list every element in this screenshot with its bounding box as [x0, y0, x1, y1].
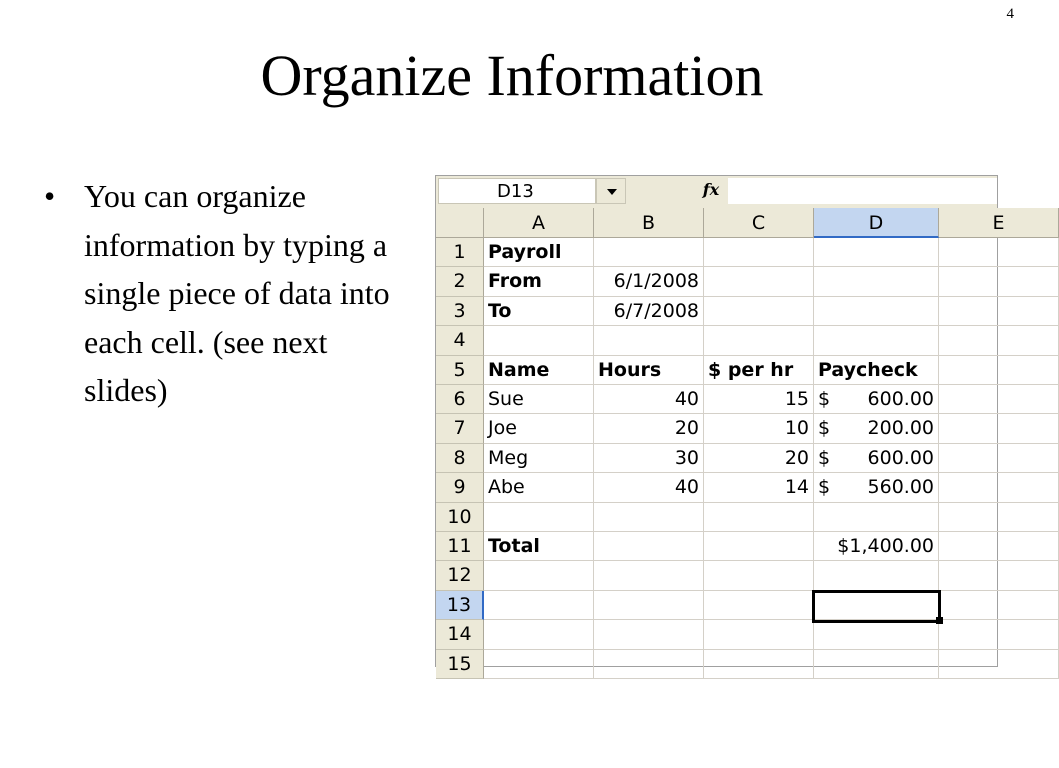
row-header[interactable]: 8 — [436, 444, 484, 473]
cell-a13[interactable] — [484, 591, 594, 620]
sheet-row — [436, 297, 1056, 326]
cell-d2[interactable] — [814, 267, 939, 296]
slide-number: 4 — [1006, 6, 1014, 22]
cell-a6[interactable]: Sue — [484, 385, 594, 414]
cell-a4[interactable] — [484, 326, 594, 355]
row-header[interactable]: 6 — [436, 385, 484, 414]
name-box-value: D13 — [497, 181, 534, 202]
bullet-text: You can organize information by typing a single piece of data into each cell. (see next slides) — [84, 178, 390, 409]
cell-c11[interactable] — [704, 532, 814, 561]
fill-handle[interactable] — [936, 617, 943, 624]
sheet-row — [436, 326, 1056, 355]
sheet-row — [436, 650, 1056, 679]
cell-e10[interactable] — [939, 503, 1059, 532]
row-header[interactable]: 4 — [436, 326, 484, 355]
cell-e15[interactable] — [939, 650, 1059, 679]
cell-c7[interactable]: 10 — [704, 414, 814, 443]
cell-e9[interactable] — [939, 473, 1059, 502]
cell-value: 560.00 — [867, 476, 934, 499]
cell-a12[interactable] — [484, 561, 594, 590]
name-box[interactable] — [438, 178, 596, 204]
cell-b6[interactable]: 40 — [594, 385, 704, 414]
sheet-row — [436, 591, 1056, 620]
cell-a7[interactable]: Joe — [484, 414, 594, 443]
cell-b9[interactable]: 40 — [594, 473, 704, 502]
cell-b2[interactable]: 6/1/2008 — [594, 267, 704, 296]
cell-c12[interactable] — [704, 561, 814, 590]
cell-d15[interactable] — [814, 650, 939, 679]
cell-c5[interactable]: $ per hr — [704, 356, 814, 385]
cell-e12[interactable] — [939, 561, 1059, 590]
cell-b11[interactable] — [594, 532, 704, 561]
cell-c14[interactable] — [704, 620, 814, 649]
spreadsheet — [435, 175, 1005, 675]
cell-d6[interactable] — [814, 385, 939, 414]
cell-e14[interactable] — [939, 620, 1059, 649]
cell-b3[interactable]: 6/7/2008 — [594, 297, 704, 326]
cell-value: 600.00 — [867, 446, 934, 469]
column-header-b[interactable]: B — [594, 208, 704, 238]
cell-d14[interactable] — [814, 620, 939, 649]
cell-b12[interactable] — [594, 561, 704, 590]
cell-b7[interactable]: 20 — [594, 414, 704, 443]
row-header[interactable]: 10 — [436, 503, 484, 532]
cell-e13[interactable] — [939, 591, 1059, 620]
formula-input[interactable] — [728, 178, 997, 204]
cell-c3[interactable] — [704, 297, 814, 326]
sheet-row — [436, 385, 1056, 414]
column-headers — [436, 208, 1056, 238]
cell-d4[interactable] — [814, 326, 939, 355]
cell-d7[interactable] — [814, 414, 939, 443]
cell-a8[interactable]: Meg — [484, 444, 594, 473]
cell-b4[interactable] — [594, 326, 704, 355]
sheet-row — [436, 267, 1056, 296]
cell-d3[interactable] — [814, 297, 939, 326]
cell-c6[interactable]: 15 — [704, 385, 814, 414]
cell-a11[interactable]: Total — [484, 532, 594, 561]
column-header-a[interactable]: A — [484, 208, 594, 238]
column-header-d[interactable]: D — [814, 208, 939, 238]
cell-d9[interactable] — [814, 473, 939, 502]
cell-c4[interactable] — [704, 326, 814, 355]
cell-c2[interactable] — [704, 267, 814, 296]
cell-c15[interactable] — [704, 650, 814, 679]
row-header[interactable]: 15 — [436, 650, 484, 679]
cell-e8[interactable] — [939, 444, 1059, 473]
row-header[interactable]: 5 — [436, 356, 484, 385]
select-all-corner[interactable] — [436, 208, 484, 238]
cell-b8[interactable]: 30 — [594, 444, 704, 473]
currency-symbol: $ — [818, 476, 831, 499]
cell-d13[interactable] — [814, 591, 939, 620]
sheet-row — [436, 561, 1056, 590]
cell-e4[interactable] — [939, 326, 1059, 355]
row-header[interactable]: 14 — [436, 620, 484, 649]
currency-symbol: $ — [818, 388, 831, 410]
cell-e6[interactable] — [939, 385, 1059, 414]
cell-c8[interactable]: 20 — [704, 444, 814, 473]
cell-c9[interactable]: 14 — [704, 473, 814, 502]
cell-e1[interactable] — [939, 238, 1059, 267]
row-header[interactable]: 1 — [436, 238, 484, 267]
bullet-list — [40, 172, 400, 415]
cell-value: 600.00 — [867, 388, 934, 410]
cell-a9[interactable]: Abe — [484, 473, 594, 502]
cell-a1[interactable]: Payroll — [484, 238, 594, 267]
cell-e5[interactable] — [939, 356, 1059, 385]
bullet-item — [40, 172, 400, 415]
cell-e3[interactable] — [939, 297, 1059, 326]
cell-c1[interactable] — [704, 238, 814, 267]
cell-d10[interactable] — [814, 503, 939, 532]
cell-b10[interactable] — [594, 503, 704, 532]
cell-d5[interactable]: Paycheck — [814, 356, 939, 385]
row-header[interactable]: 12 — [436, 561, 484, 590]
bullet-dot-icon: • — [44, 178, 56, 214]
cell-e11[interactable] — [939, 532, 1059, 561]
formula-bar — [436, 176, 997, 208]
cell-a3[interactable]: To — [484, 297, 594, 326]
cell-b1[interactable] — [594, 238, 704, 267]
insert-function-icon[interactable]: fx — [702, 180, 720, 199]
cell-b13[interactable] — [594, 591, 704, 620]
sheet-row — [436, 620, 1056, 649]
cell-e7[interactable] — [939, 414, 1059, 443]
column-header-e[interactable]: E — [939, 208, 1059, 238]
slide-title: Organize Information — [260, 43, 764, 108]
column-header-c[interactable]: C — [704, 208, 814, 238]
cell-a5[interactable]: Name — [484, 356, 594, 385]
row-header[interactable]: 7 — [436, 414, 484, 443]
row-header[interactable]: 2 — [436, 267, 484, 296]
cell-a2[interactable]: From — [484, 267, 594, 296]
row-header[interactable]: 13 — [436, 591, 484, 620]
sheet-row — [436, 356, 1056, 385]
sheet-row — [436, 414, 1056, 443]
name-box-dropdown-icon[interactable] — [596, 178, 626, 204]
cell-d11[interactable]: $1,400.00 — [814, 532, 939, 561]
sheet-row — [436, 532, 1056, 561]
cell-e2[interactable] — [939, 267, 1059, 296]
row-header[interactable]: 11 — [436, 532, 484, 561]
sheet-row — [436, 503, 1056, 532]
sheet-row — [436, 444, 1056, 473]
cell-value: 200.00 — [867, 417, 934, 440]
cell-d12[interactable] — [814, 561, 939, 590]
row-header[interactable]: 3 — [436, 297, 484, 326]
sheet-row — [436, 238, 1056, 267]
sheet-row — [436, 473, 1056, 502]
cell-c10[interactable] — [704, 503, 814, 532]
cell-a10[interactable] — [484, 503, 594, 532]
cell-a15[interactable] — [484, 650, 594, 679]
currency-symbol: $ — [818, 417, 831, 440]
cell-b14[interactable] — [594, 620, 704, 649]
cell-a14[interactable] — [484, 620, 594, 649]
cell-d1[interactable] — [814, 238, 939, 267]
cell-c13[interactable] — [704, 591, 814, 620]
cell-d8[interactable] — [814, 444, 939, 473]
cell-b15[interactable] — [594, 650, 704, 679]
row-header[interactable]: 9 — [436, 473, 484, 502]
cell-b5[interactable]: Hours — [594, 356, 704, 385]
currency-symbol: $ — [818, 446, 831, 469]
